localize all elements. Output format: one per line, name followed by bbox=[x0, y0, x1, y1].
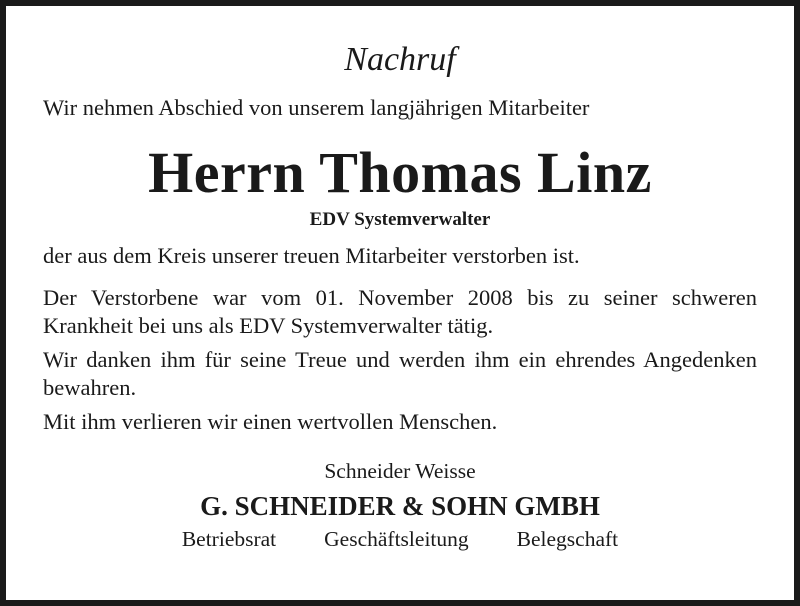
brand-name: Schneider Weisse bbox=[324, 459, 476, 483]
paragraph-3: Wir danken ihm für seine Treue und werden ihm ein ehrendes Angedenken bewahren. bbox=[43, 347, 757, 400]
paragraph-1: der aus dem Kreis unserer treuen Mitarbeiter verstorben ist. bbox=[43, 243, 580, 268]
signer-staff: Belegschaft bbox=[516, 527, 619, 551]
deceased-role: EDV Systemverwalter bbox=[309, 209, 491, 230]
signer-management: Geschäftsleitung bbox=[324, 527, 469, 551]
paragraph-2: Der Verstorbene war vom 01. November 2008 bis zu seiner schweren Krankheit bei uns als EDV Systemverwalter tätig. bbox=[43, 285, 757, 338]
company-name: G. SCHNEIDER & SOHN GMBH bbox=[200, 491, 600, 521]
deceased-name: Herrn Thomas Linz bbox=[148, 140, 652, 205]
paragraph-4: Mit ihm verlieren wir einen wertvollen Menschen. bbox=[43, 409, 498, 434]
intro-text: Wir nehmen Abschied von unserem langjährigen Mitarbeiter bbox=[43, 95, 590, 120]
signers bbox=[6, 526, 794, 552]
notice-title: Nachruf bbox=[344, 41, 456, 78]
signer-works-council: Betriebsrat bbox=[181, 527, 277, 551]
